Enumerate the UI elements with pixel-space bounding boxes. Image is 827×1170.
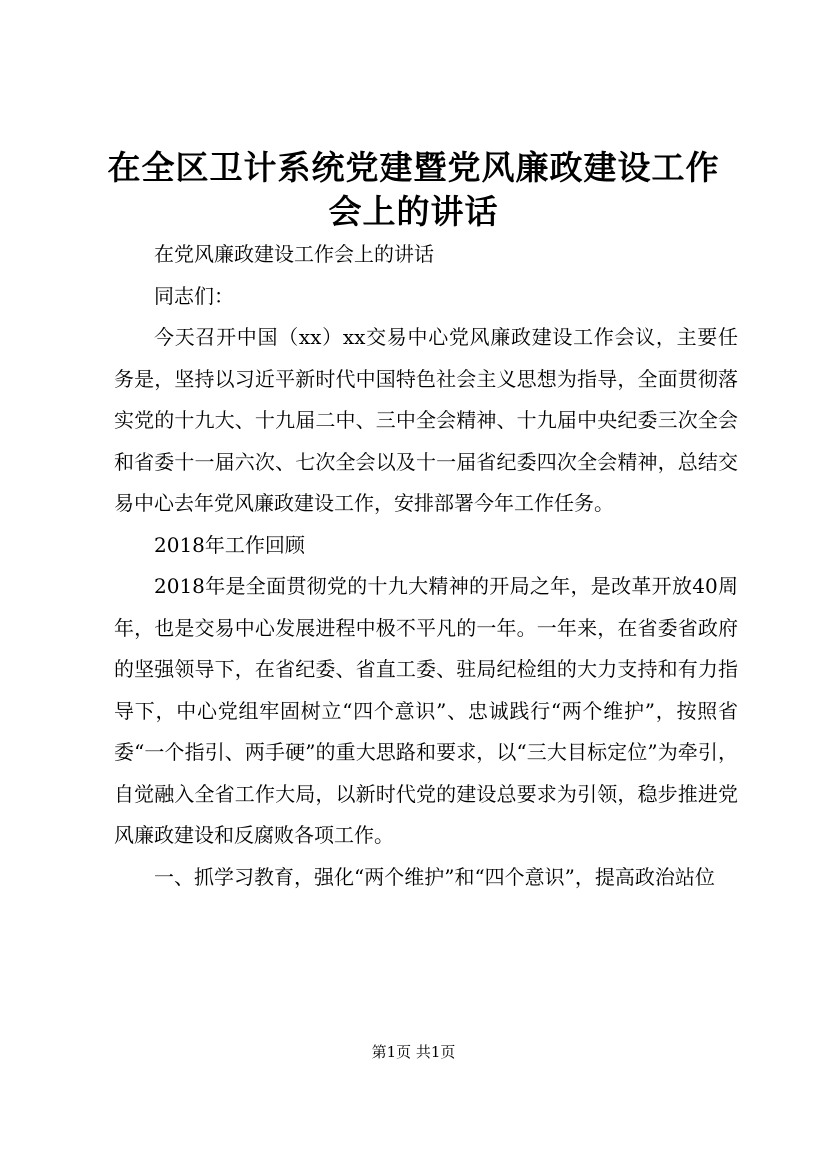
- page-footer: 第1页 共1页: [371, 1043, 456, 1061]
- review-paragraph: 2018年是全面贯彻党的十九大精神的开局之年，是改革开放40周年，也是交易中心发展进程中极不平凡的一年。一年来，在省委省政府的坚强领导下，在省纪委、省直工委、驻局纪检组的大力支持和有力指导下，中心党组牢固树立“四个意识”、忠诚践行“两个维护”，按照省委“一个指引、两手硬”的重大思路和要求，以“三大目标定位”为牵引，自觉融入全省工作大局，以新时代党的建设总要求为引领，稳步推进党风廉政建设和反腐败各项工作。: [114, 574, 738, 847]
- subtitle-paragraph: 在党风廉政建设工作会上的讲话: [154, 242, 434, 266]
- subsection-heading: 一、抓学习教育，强化“两个维护”和“四个意识”，提高政治站位: [154, 864, 715, 889]
- section-heading: 2018年工作回顾: [154, 532, 305, 557]
- salutation-paragraph: 同志们：: [154, 283, 234, 308]
- document-title: 在全区卫计系统党建暨党风廉政建设工作会上的讲话: [107, 148, 720, 231]
- intro-paragraph: 今天召开中国（xx）xx交易中心党风廉政建设工作会议，主要任务是，坚持以习近平新时代中国特色社会主义思想为指导，全面贯彻落实党的十九大、十九届二中、三中全会精神、十九届中央纪委三次全会和省委十一届六次、七次全会以及十一届省纪委四次全会精神，总结交易中心去年党风廉政建设工作，安排部署今年工作任务。: [114, 325, 738, 515]
- document-body: [114, 234, 738, 898]
